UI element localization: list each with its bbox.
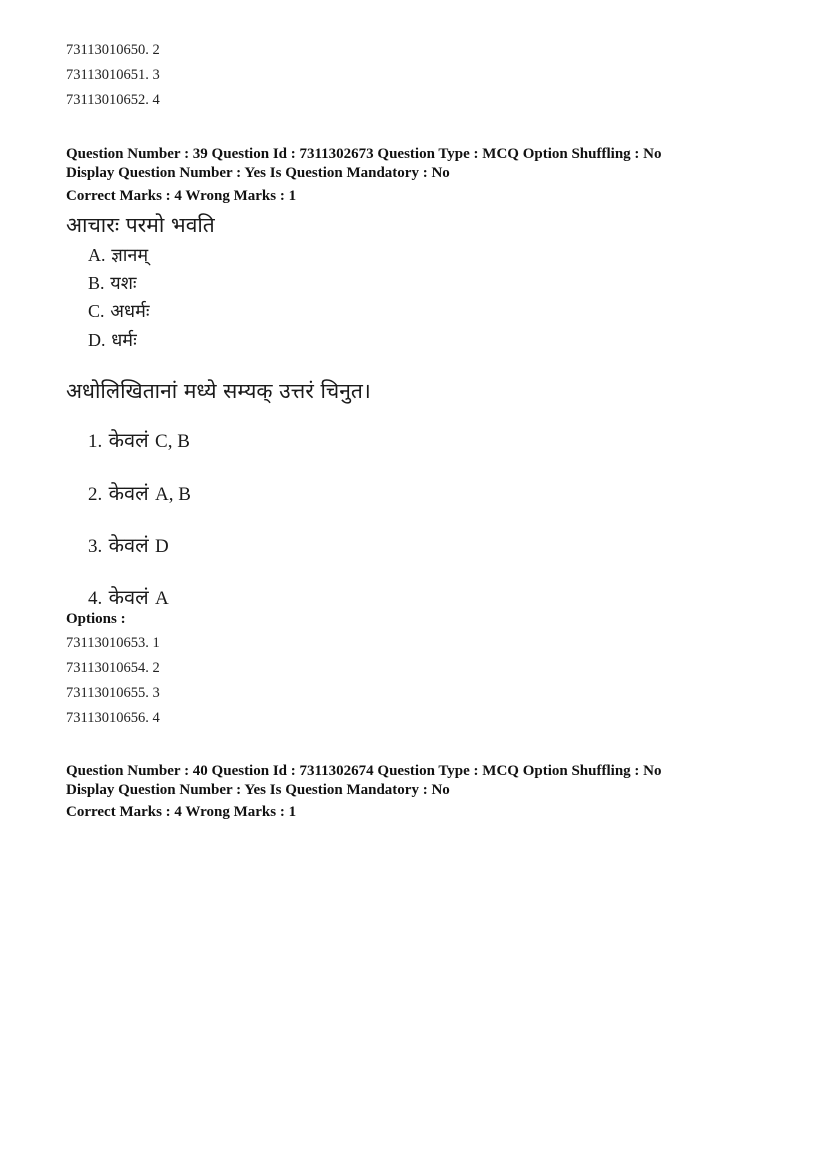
q39-meta-line-1: Question Number : 39 Question Id : 7311302673 Question Type : MCQ Option Shuffling : No [66,146,662,162]
q39-choice-a [88,243,148,268]
answer-word: केवलं [108,585,149,609]
q39-answer-3 [88,532,169,560]
q39-question-text: आचारः परमो भवति [66,213,215,237]
choice-text: धर्मः [111,330,137,351]
q39-meta-line-2: Display Question Number : Yes Is Question Mandatory : No [66,165,450,181]
choice-label: D. [88,330,106,350]
prev-option-2: 73113010651. 3 [66,67,160,83]
q40-meta-line-3: Correct Marks : 4 Wrong Marks : 1 [66,804,297,820]
q40-meta-line-1: Question Number : 40 Question Id : 7311302674 Question Type : MCQ Option Shuffling : No [66,763,662,779]
choice-label: C. [88,301,105,321]
answer-number: 1. [88,431,103,452]
q39-option-3: 73113010655. 3 [66,685,160,701]
q39-options-label: Options : [66,611,126,627]
q39-option-1: 73113010653. 1 [66,635,160,651]
choice-label: A. [88,245,106,265]
answer-word: केवलं [108,533,149,557]
answer-number: 4. [88,588,103,609]
prev-option-1: 73113010650. 2 [66,42,160,58]
q39-instruction: अधोलिखितानां मध्ये सम्यक् उत्तरं चिनुत। [66,379,371,403]
answer-word: केवलं [108,428,149,452]
prev-option-3: 73113010652. 4 [66,92,160,108]
choice-text: यशः [110,273,137,294]
q39-option-4: 73113010656. 4 [66,710,160,726]
answer-number: 2. [88,484,103,505]
answer-number: 3. [88,536,103,557]
q39-answer-1 [88,427,190,455]
q39-choice-d [88,328,137,353]
choice-text: अधर्मः [110,301,150,322]
q39-answer-2 [88,480,191,508]
answer-letters: D [155,536,169,557]
answer-letters: C, B [155,431,190,452]
q40-meta-line-2: Display Question Number : Yes Is Question Mandatory : No [66,782,450,798]
q39-choice-c [88,299,149,324]
q39-option-2: 73113010654. 2 [66,660,160,676]
answer-word: केवलं [108,481,149,505]
answer-letters: A [155,588,169,609]
q39-choice-b [88,271,137,296]
q39-answer-4 [88,584,169,612]
answer-letters: A, B [155,484,191,505]
choice-label: B. [88,273,105,293]
choice-text: ज्ञानम् [111,245,149,266]
q39-meta-line-3: Correct Marks : 4 Wrong Marks : 1 [66,188,297,204]
